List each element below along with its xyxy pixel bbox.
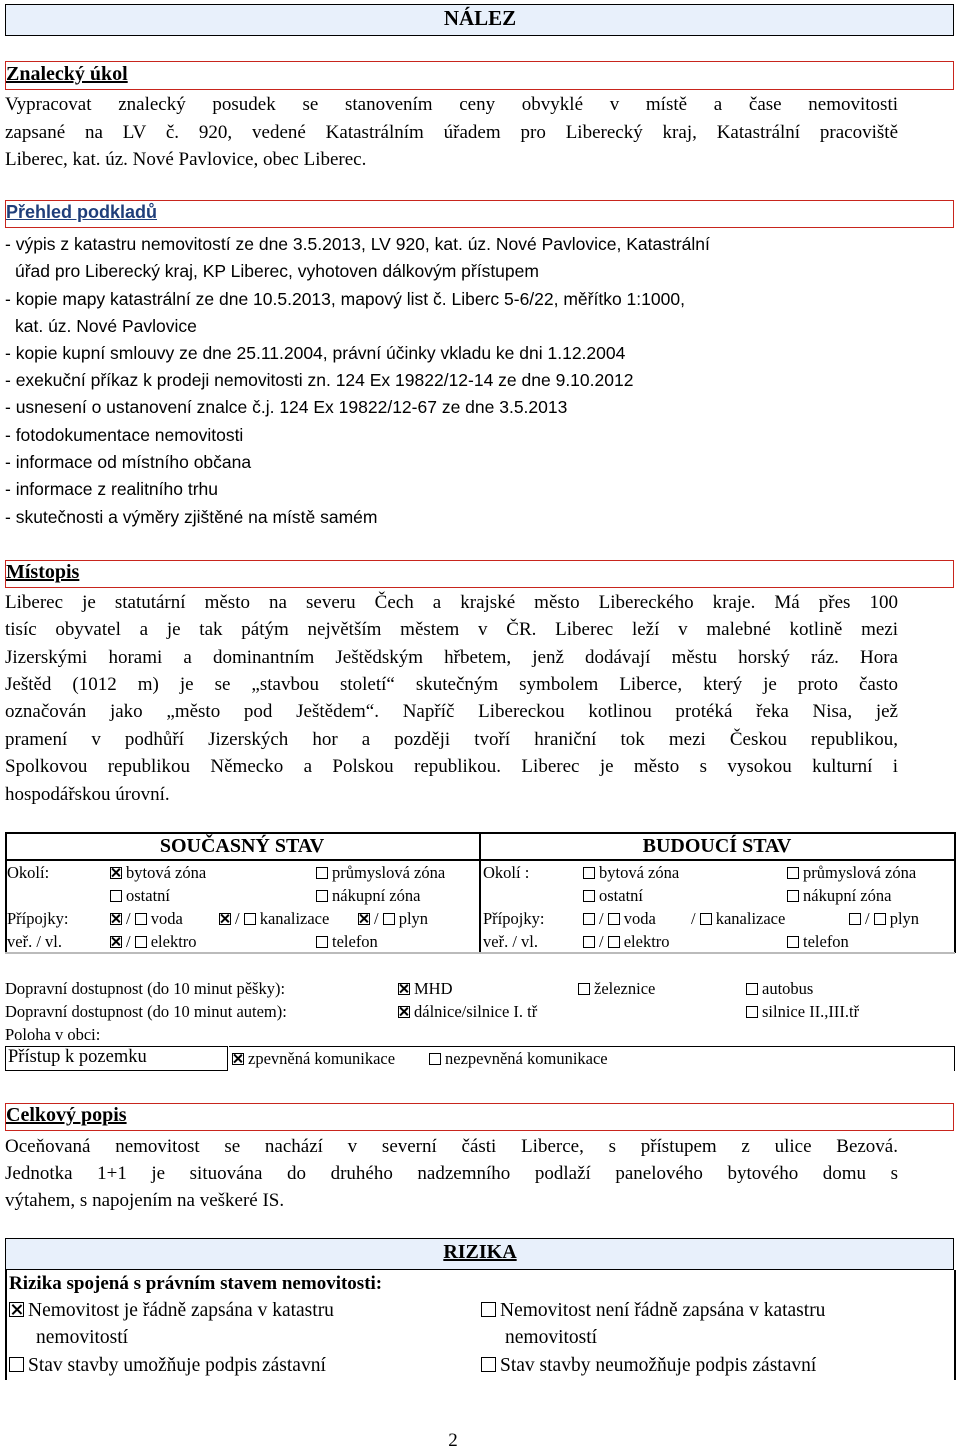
current-state-title: SOUČASNÝ STAV bbox=[159, 835, 325, 857]
option-label: kanalizace bbox=[715, 909, 786, 928]
empty-box-icon bbox=[849, 913, 861, 925]
slash-text: / bbox=[691, 909, 696, 928]
empty-box-icon bbox=[316, 936, 328, 948]
table-middle-border-body bbox=[479, 859, 481, 953]
mistopis-line: pramení v podhůří Jizerských hor a později tvoří hraniční tok mezi Českou republikou, bbox=[5, 729, 898, 750]
current-voda-option[interactable] bbox=[110, 908, 183, 930]
mistopis-line: označován jako „město pod Ještědem“. Napříč Libereckou kotlinou protéká řeka Nisa, jež bbox=[5, 701, 898, 722]
mistopis-line: Liberec je statutární město na severu Čech a krajské město Libereckého kraje. Má přes 100 bbox=[5, 592, 898, 613]
rizika-right-border bbox=[954, 1270, 956, 1380]
future-ostatni-option[interactable] bbox=[583, 885, 643, 907]
ukol-line: Vypracovat znalecký posudek se stanovením ceny obvyklé v místě a čase nemovitosti bbox=[5, 94, 898, 115]
future-voda-option[interactable] bbox=[583, 908, 656, 930]
empty-box-icon bbox=[110, 890, 122, 902]
checked-box-icon bbox=[358, 913, 370, 925]
checked-box-icon bbox=[110, 867, 122, 879]
popis-line: výtahem, s napojením na veškeré IS. bbox=[5, 1190, 285, 1211]
checked-box-icon bbox=[398, 1006, 410, 1018]
slash-text: / bbox=[865, 909, 870, 928]
empty-box-icon bbox=[787, 890, 799, 902]
rizika-left-border bbox=[5, 1270, 7, 1380]
empty-box-icon bbox=[481, 1302, 496, 1317]
option-label: elektro bbox=[150, 932, 197, 951]
nezapsana-option[interactable] bbox=[481, 1300, 825, 1322]
ver-label-future: veř. / vl. bbox=[483, 932, 538, 951]
option-label: telefon bbox=[803, 932, 849, 951]
option-label: MHD bbox=[414, 979, 453, 998]
option-label: průmyslová zóna bbox=[803, 863, 917, 882]
empty-box-icon bbox=[316, 867, 328, 879]
mistopis-line: Spolkovou republikou Německo a Polskou republikou. Liberec je město s vysokou kulturní i bbox=[5, 756, 898, 777]
option-label: ostatní bbox=[599, 886, 643, 905]
future-nakupni-option[interactable] bbox=[787, 885, 891, 907]
mistopis-line: Jizerskými horami a dominantním Ještědským hřbetem, jenž dodávají městu horský ráz. Hora bbox=[5, 647, 898, 668]
current-ostatni-option[interactable] bbox=[110, 885, 170, 907]
okoli-label: Okolí: bbox=[7, 863, 50, 882]
dalnice-option[interactable] bbox=[398, 1001, 537, 1023]
rizika-title: RIZIKA bbox=[443, 1241, 517, 1263]
podklady-line: - skutečnosti a výměry zjištěné na místě samém bbox=[5, 507, 378, 527]
section-bar-ukol bbox=[5, 61, 954, 90]
option-label: voda bbox=[623, 909, 656, 928]
option-label: průmyslová zóna bbox=[332, 863, 446, 882]
empty-box-icon bbox=[429, 1053, 441, 1065]
future-prumyslova-option[interactable] bbox=[787, 862, 916, 884]
podklady-line: - fotodokumentace nemovitosti bbox=[5, 425, 244, 445]
zpevnena-option[interactable] bbox=[232, 1048, 395, 1070]
current-kanalizace-option[interactable] bbox=[219, 908, 329, 930]
podklady-line: úřad pro Liberecký kraj, KP Liberec, vyhotoven dálkovým přístupem bbox=[15, 261, 539, 281]
section-bar-popis bbox=[5, 1103, 954, 1131]
podklady-line: kat. úz. Nové Pavlovice bbox=[15, 316, 197, 336]
current-prumyslova-option[interactable] bbox=[316, 862, 445, 884]
slash-text: / bbox=[126, 932, 131, 951]
slash-text: / bbox=[374, 909, 379, 928]
zapsana-option[interactable] bbox=[9, 1300, 334, 1322]
empty-box-icon bbox=[583, 867, 595, 879]
section-heading-popis: Celkový popis bbox=[6, 1104, 127, 1126]
slash-text: / bbox=[126, 909, 131, 928]
future-bytova-option[interactable] bbox=[583, 862, 679, 884]
slash-text: / bbox=[599, 932, 604, 951]
option-label: nezpevněná komunikace bbox=[445, 1049, 608, 1068]
future-plyn-option[interactable] bbox=[849, 908, 919, 930]
checked-box-icon bbox=[219, 913, 231, 925]
option-label: Nemovitost je řádně zapsána v katastru bbox=[28, 1300, 334, 1321]
checked-box-icon bbox=[9, 1302, 24, 1317]
checked-box-icon bbox=[110, 936, 122, 948]
pripojky-label: Přípojky: bbox=[7, 909, 69, 928]
popis-line: Oceňovaná nemovitost se nachází v severní části Liberce, s přístupem z ulice Bezová. bbox=[5, 1136, 898, 1157]
nezpevnena-option[interactable] bbox=[429, 1048, 608, 1070]
option-label: Nemovitost není řádně zapsána v katastru bbox=[500, 1300, 826, 1321]
podklady-line: - informace z realitního trhu bbox=[5, 479, 219, 499]
empty-box-icon bbox=[244, 913, 256, 925]
checked-box-icon bbox=[398, 983, 410, 995]
option-label: Stav stavby umožňuje podpis zástavní bbox=[28, 1355, 326, 1376]
checked-box-icon bbox=[110, 913, 122, 925]
popis-line: Jednotka 1+1 je situována do druhého nadzemního podlaží panelového bytového domu s bbox=[5, 1163, 898, 1184]
podklady-line: - kopie mapy katastrální ze dne 10.5.2013, mapový list č. Liberc 5-6/22, měřítko 1:1000, bbox=[5, 289, 685, 309]
future-telefon-option[interactable] bbox=[787, 931, 849, 953]
zapsana-option-cont: nemovitostí bbox=[36, 1327, 129, 1348]
mistopis-line: tisíc obyvatel a je tak pátým největším městem v ČR. Liberec leží v malebné kotlině mezi bbox=[5, 619, 898, 640]
ukol-line: Liberec, kat. úz. Nové Pavlovice, obec Liberec. bbox=[5, 149, 367, 170]
option-label: silnice II.,III.tř bbox=[762, 1002, 860, 1021]
autobus-option[interactable] bbox=[746, 978, 813, 1000]
pristup-label: Přístup k pozemku bbox=[8, 1047, 147, 1067]
slash-text: / bbox=[599, 909, 604, 928]
table-right-border bbox=[954, 832, 956, 860]
option-label: nákupní zóna bbox=[803, 886, 892, 905]
empty-box-icon bbox=[583, 936, 595, 948]
option-label: telefon bbox=[332, 932, 378, 951]
empty-box-icon bbox=[787, 867, 799, 879]
empty-box-icon bbox=[383, 913, 395, 925]
option-label: plyn bbox=[889, 909, 920, 928]
empty-box-icon bbox=[578, 983, 590, 995]
poloha-label: Poloha v obci: bbox=[5, 1025, 101, 1044]
pripojky-label-future: Přípojky: bbox=[483, 909, 545, 928]
table-right-border-body bbox=[954, 859, 956, 953]
podklady-line: - usnesení o ustanovení znalce č.j. 124 Ex 19822/12-67 ze dne 3.5.2013 bbox=[5, 397, 568, 417]
option-label: Stav stavby neumožňuje podpis zástavní bbox=[500, 1355, 817, 1376]
future-kanalizace-option[interactable] bbox=[691, 908, 785, 930]
nezapsana-option-cont: nemovitostí bbox=[505, 1327, 598, 1348]
current-nakupni-option[interactable] bbox=[316, 885, 420, 907]
future-elektro-option[interactable] bbox=[583, 931, 670, 953]
option-label: plyn bbox=[398, 909, 429, 928]
current-plyn-option[interactable] bbox=[358, 908, 428, 930]
empty-box-icon bbox=[746, 1006, 758, 1018]
ver-label: veř. / vl. bbox=[7, 932, 62, 951]
option-label: nákupní zóna bbox=[332, 886, 421, 905]
option-label: bytová zóna bbox=[126, 863, 207, 882]
option-label: kanalizace bbox=[259, 909, 330, 928]
option-label: bytová zóna bbox=[599, 863, 680, 882]
doprava-autem-label: Dopravní dostupnost (do 10 minut autem): bbox=[5, 1002, 287, 1021]
current-bytova-option[interactable] bbox=[110, 862, 206, 884]
option-label: dálnice/silnice I. tř bbox=[414, 1002, 538, 1021]
podklady-line: - kopie kupní smlouvy ze dne 25.11.2004, právní účinky vkladu ke dni 1.12.2004 bbox=[5, 343, 626, 363]
umoznuje-option[interactable] bbox=[9, 1355, 326, 1377]
slash-text: / bbox=[235, 909, 240, 928]
mistopis-line: hospodářskou úrovní. bbox=[5, 784, 170, 805]
option-label: voda bbox=[150, 909, 183, 928]
podklady-line: - exekuční příkaz k prodeji nemovitosti zn. 124 Ex 19822/12-14 ze dne 9.10.2012 bbox=[5, 370, 634, 390]
empty-box-icon bbox=[608, 913, 620, 925]
option-label: autobus bbox=[762, 979, 814, 998]
mhd-option[interactable] bbox=[398, 978, 453, 1000]
section-bar-mistopis bbox=[5, 560, 954, 588]
rizika-subheading: Rizika spojená s právním stavem nemovitosti: bbox=[9, 1273, 383, 1294]
option-label: elektro bbox=[623, 932, 670, 951]
podklady-line: - výpis z katastru nemovitostí ze dne 3.5.2013, LV 920, kat. úz. Nové Pavlovice, Katastrální bbox=[5, 234, 710, 254]
neumoznuje-option[interactable] bbox=[481, 1355, 816, 1377]
section-heading-podklady: Přehled podkladů bbox=[6, 202, 158, 222]
future-state-title: BUDOUCÍ STAV bbox=[642, 835, 792, 857]
page-number: 2 bbox=[448, 1430, 458, 1451]
empty-box-icon bbox=[135, 913, 147, 925]
current-elektro-option[interactable] bbox=[110, 931, 197, 953]
empty-box-icon bbox=[700, 913, 712, 925]
option-label: železnice bbox=[594, 979, 656, 998]
ukol-line: zapsané na LV č. 920, vedené Katastrálním úřadem pro Liberecký kraj, Katastrální pracoviště bbox=[5, 122, 898, 143]
section-heading-mistopis: Místopis bbox=[6, 561, 80, 583]
page-title: NÁLEZ bbox=[443, 6, 517, 30]
doprava-pesky-label: Dopravní dostupnost (do 10 minut pěšky): bbox=[5, 979, 286, 998]
okoli-label-future: Okolí : bbox=[483, 863, 530, 882]
empty-box-icon bbox=[135, 936, 147, 948]
option-label: zpevněná komunikace bbox=[248, 1049, 396, 1068]
empty-box-icon bbox=[746, 983, 758, 995]
option-label: ostatní bbox=[126, 886, 170, 905]
checked-box-icon bbox=[232, 1053, 244, 1065]
current-telefon-option[interactable] bbox=[316, 931, 378, 953]
empty-box-icon bbox=[583, 913, 595, 925]
empty-box-icon bbox=[583, 890, 595, 902]
empty-box-icon bbox=[608, 936, 620, 948]
section-heading-ukol: Znalecký úkol bbox=[6, 63, 128, 85]
empty-box-icon bbox=[481, 1357, 496, 1372]
silnice-option[interactable] bbox=[746, 1001, 859, 1023]
podklady-line: - informace od místního občana bbox=[5, 452, 252, 472]
empty-box-icon bbox=[787, 936, 799, 948]
mistopis-line: Ještěd (1012 m) je se „stavbou století“ skutečným symbolem Liberce, který je proto často bbox=[5, 674, 898, 695]
empty-box-icon bbox=[874, 913, 886, 925]
zeleznice-option[interactable] bbox=[578, 978, 655, 1000]
empty-box-icon bbox=[9, 1357, 24, 1372]
empty-box-icon bbox=[316, 890, 328, 902]
